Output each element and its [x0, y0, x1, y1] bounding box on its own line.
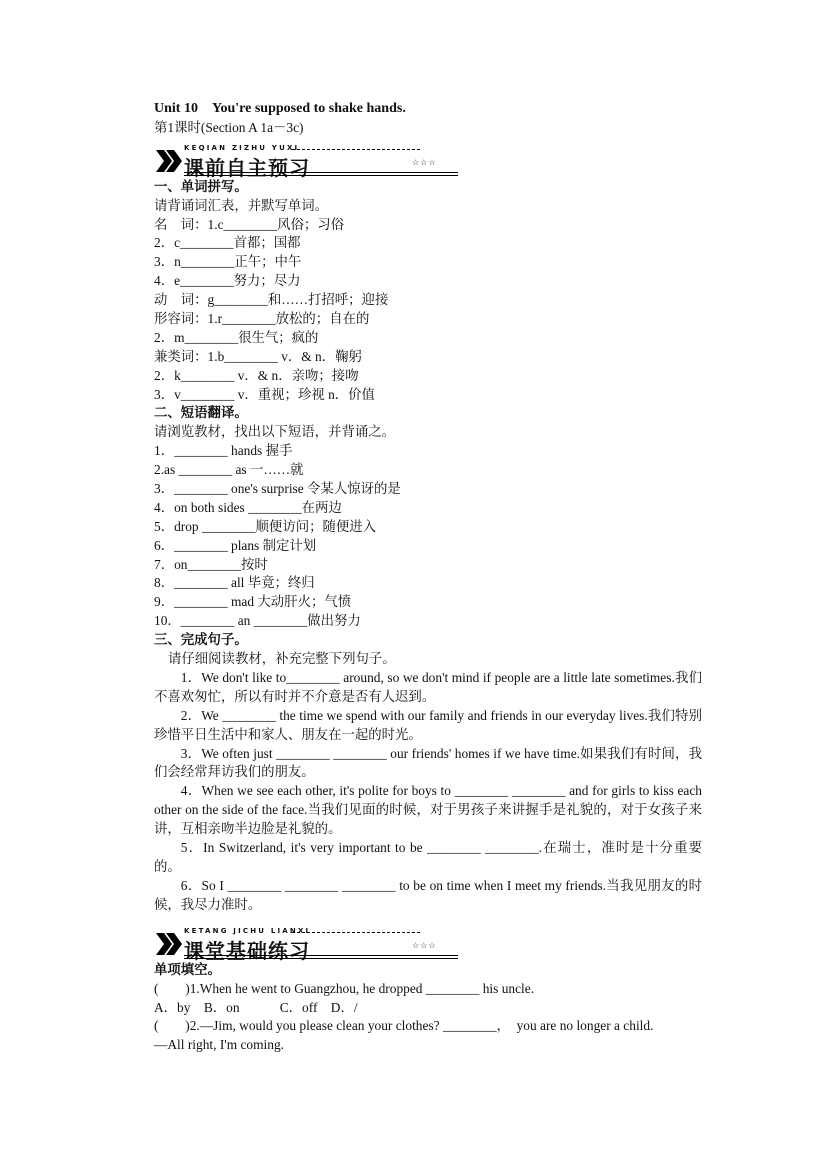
- unit-title: Unit 10 You're supposed to shake hands.: [154, 101, 406, 116]
- section2-heading: 二、短语翻译。: [154, 405, 248, 421]
- phrase-item: 2.as ________ as 一……就: [154, 462, 304, 478]
- word-item: 2．c________首都；国都: [154, 235, 301, 251]
- section4-heading: 单项填空。: [154, 961, 221, 977]
- banner-pinyin: KETANG JICHU LIANXI: [184, 926, 311, 935]
- word-item: 名 词：1.c________风俗；习俗: [154, 216, 345, 232]
- lesson-subtitle: 第1课时(Section A 1a－3c): [154, 119, 304, 135]
- banner-rule: [184, 958, 458, 959]
- banner-dashed-line: [292, 149, 420, 150]
- section1-heading: 一、单词拼写。: [154, 178, 248, 194]
- banner-pinyin: KEQIAN ZIZHU YUXI: [184, 143, 300, 152]
- phrase-item: 9．________ mad 大动肝火；气愤: [154, 594, 352, 610]
- sentence-item: 3．We often just ________ ________ our friends' homes if we have time.如果我们有时间，我们会经常拜访我们的朋友。: [154, 745, 702, 780]
- banner-heading: 课堂基础练习: [184, 938, 310, 963]
- word-item: 动 词：g________和……打招呼；迎接: [154, 292, 389, 308]
- banner-rule: [184, 172, 458, 173]
- word-item: 兼类词：1.b________ v．& n．鞠躬: [154, 348, 362, 364]
- section3-heading: 三、完成句子。: [154, 632, 248, 648]
- banner-rule: [184, 955, 458, 956]
- star-rating-icon: ☆☆☆: [412, 157, 437, 167]
- double-chevron-icon: [154, 148, 184, 174]
- section2-instruction: 请浏览教材，找出以下短语，并背诵之。: [154, 424, 396, 440]
- worksheet-page: [154, 100, 702, 1055]
- section3-instruction: 请仔细阅读教材，补充完整下列句子。: [168, 651, 396, 667]
- section1-instruction: 请背诵词汇表，并默写单词。: [154, 197, 329, 213]
- phrase-item: 4．on both sides ________在两边: [154, 499, 342, 515]
- word-item: 3．v________ v．重视；珍视 n．价值: [154, 386, 375, 402]
- sentence-item: 5．In Switzerland, it's very important to be ________ ________.在瑞士，准时是十分重要的。: [154, 840, 702, 874]
- question-options: A．by B．on C．off D．/: [154, 999, 358, 1015]
- phrase-item: 5．drop ________顺便访问；随便进入: [154, 518, 377, 534]
- sentence-item: 2．We ________ the time we spend with our family and friends in our everyday lives.我们特别珍惜平日生活中和家人、朋友在一起的时光。: [154, 707, 702, 742]
- sentence-item: 6．So I ________ ________ ________ to be on time when I meet my friends.当我见朋友的时候，我尽力准时。: [154, 877, 702, 912]
- banner-dashed-line: [292, 932, 420, 933]
- phrase-item: 3．________ one's surprise 令某人惊讶的是: [154, 481, 401, 497]
- word-item: 形容词：1.r________放松的；自在的: [154, 311, 370, 327]
- banner-heading: 课前自主预习: [184, 155, 310, 180]
- double-chevron-icon: [154, 931, 184, 957]
- word-item: 3．n________正午；中午: [154, 254, 302, 270]
- question-item: ( )1.When he went to Guangzhou, he dropped ________ his uncle.: [154, 980, 535, 996]
- question-response: —All right, I'm coming.: [154, 1037, 284, 1053]
- phrase-item: 10．________ an ________做出努力: [154, 613, 361, 629]
- sentence-item: 4．When we see each other, it's polite for boys to ________ ________ and for girls to kiss each other on the side of the face.当我们见面的时候，对于男孩子来讲握手是礼貌的，对于女孩子来讲，互相亲吻半边脸是礼貌的。: [154, 783, 702, 837]
- preview-banner: [154, 143, 702, 180]
- star-rating-icon: ☆☆☆: [412, 940, 437, 950]
- phrase-item: 1．________ hands 握手: [154, 443, 293, 459]
- phrase-item: 7．on________按时: [154, 556, 268, 572]
- banner-rule: [184, 175, 458, 176]
- phrase-item: 6．________ plans 制定计划: [154, 537, 317, 553]
- question-item: ( )2.—Jim, would you please clean your clothes? ________， you are no longer a child.: [154, 1018, 654, 1034]
- word-item: 4．e________努力；尽力: [154, 273, 301, 289]
- word-item: 2．m________很生气；疯的: [154, 329, 319, 345]
- sentence-item: 1．We don't like to________ around, so we don't mind if people are a little late sometimes.我们不喜欢匆忙，所以有时并不介意是否有人迟到。: [154, 669, 702, 704]
- phrase-item: 8．________ all 毕竟；终归: [154, 575, 315, 591]
- class-practice-banner: [154, 926, 702, 963]
- word-item: 2．k________ v．& n．亲吻；接吻: [154, 367, 359, 383]
